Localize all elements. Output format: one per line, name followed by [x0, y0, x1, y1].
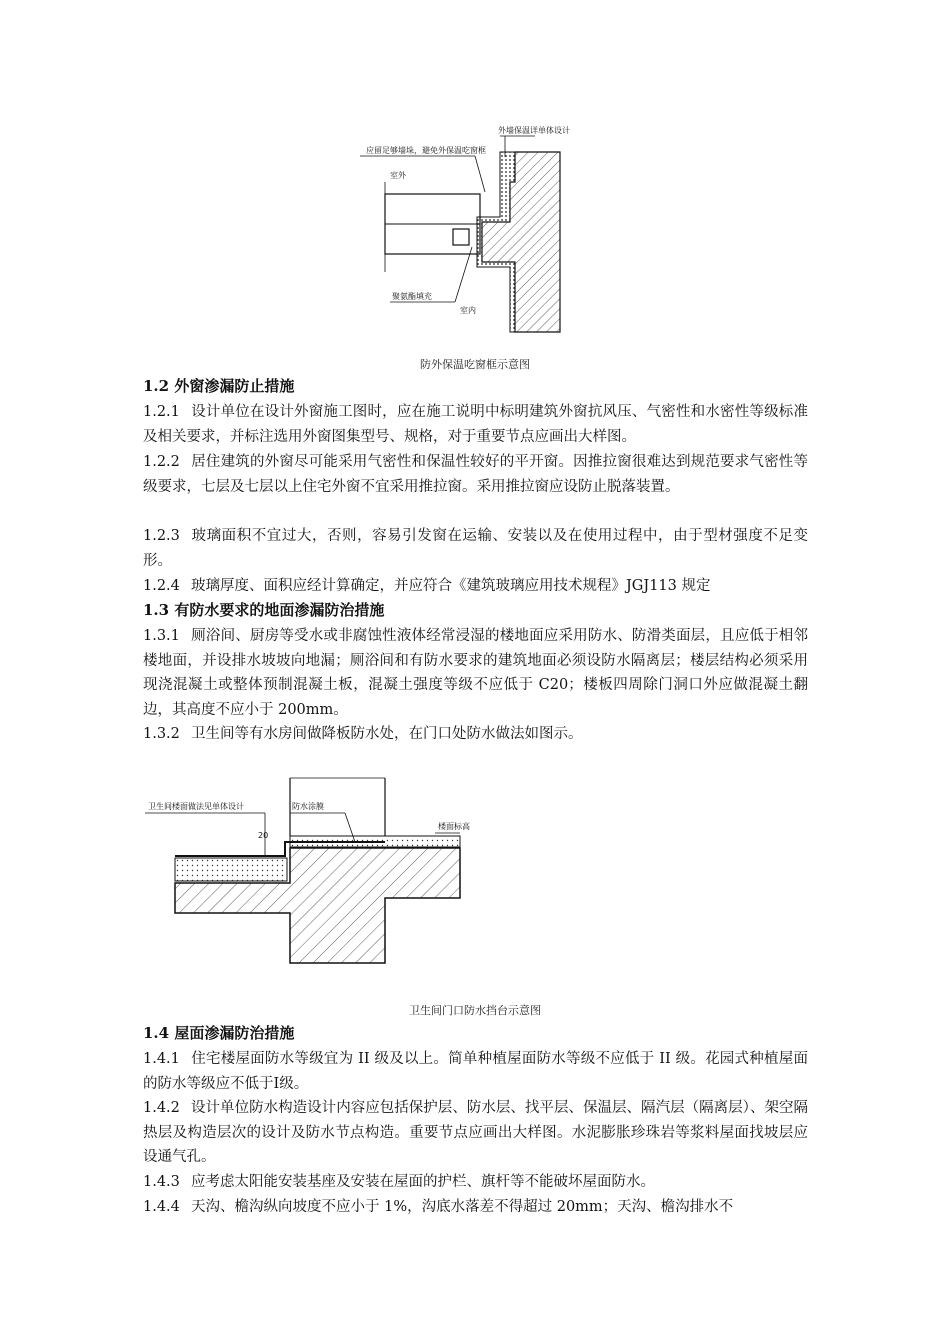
window-sash [453, 229, 469, 245]
window-insulation-diagram [360, 122, 590, 337]
paragraph: 1.2.2 居住建筑的外窗尽可能采用气密性和保温性较好的平开窗。因推拉窗很难达到规范要求气密性等级要求，七层及七层以上住宅外窗不宜采用推拉窗。采用推拉窗应设防止脱落装置。 [143, 454, 808, 495]
paragraph: 1.2.1 设计单位在设计外窗施工图时，应在施工说明中标明建筑外窗抗风压、气密性和水密性等级标准及相关要求，并标注选用外窗图集型号、规格，对于重要节点应画出大样图。 [143, 404, 808, 445]
label-outside: 室外 [390, 171, 406, 180]
paragraph: 1.3.1 厕浴间、厨房等受水或非腐蚀性液体经常浸湿的楼地面应采用防水、防滑类面层，且应低于相邻楼地面，并设排水坡坡向地漏；厕浴间和有防水要求的建筑地面必须设防水隔离层；楼层结构必须采用现浇混凝土或整体预制混凝土板，混凝土强度等级不应低于 C20；楼板四周除门洞口外应做混凝土翻边，其高度不应小于 200mm。 [143, 628, 808, 718]
paragraph: 1.4.3 应考虑太阳能安装基座及安装在屋面的护栏、旗杆等不能破坏屋面防水。 [143, 1174, 655, 1190]
paragraph: 1.4.2 设计单位防水构造设计内容应包括保护层、防水层、找平层、保温层、隔汽层（隔离层）、架空隔热层及构造层次的设计及防水节点构造。重要节点应画出大样图。水泥膨胀珍珠岩等浆料屋面找坡层应设通气孔。 [143, 1100, 808, 1165]
section-heading: 1.4 屋面渗漏防治措施 [143, 1024, 295, 1042]
paragraph: 1.4.1 住宅楼屋面防水等级宜为 II 级及以上。简单种植屋面防水等级不应低于 II 级。花园式种植屋面的防水等级应不低于Ⅰ级。 [143, 1051, 808, 1092]
concrete-wall [482, 152, 560, 332]
label-elevation: 楼面标高 [438, 822, 470, 831]
paragraph: 1.2.4 玻璃厚度、面积应经计算确定，并应符合《建筑玻璃应用技术规程》JGJ113 规定 [143, 578, 711, 594]
paragraph: 1.4.4 天沟、檐沟纵向坡度不应小于 1%，沟底水落差不得超过 20mm；天沟、檐沟排水不 [143, 1199, 734, 1215]
fill-layer [175, 858, 287, 881]
label-foam: 聚氨酯填充 [392, 292, 432, 301]
figure-1-caption: 防外保温吃窗框示意图 [420, 358, 530, 371]
bathroom-curb-diagram [140, 768, 470, 973]
paragraph: 1.2.3 玻璃面积不宜过大，否则，容易引发窗在运输、安装以及在使用过程中，由于型材强度不足变形。 [143, 528, 808, 569]
label-floor-design: 卫生间楼面做法见单体设计 [148, 802, 244, 811]
label-inside: 室内 [460, 306, 476, 315]
figure-2-caption: 卫生间门口防水挡台示意图 [409, 1004, 541, 1017]
label-top-left: 应留足够墙垛，避免外保温吃窗框 [366, 146, 486, 155]
paragraph: 1.3.2 卫生间等有水房间做降板防水处，在门口处防水做法如图示。 [143, 726, 583, 742]
label-coating: 防水涂膜 [292, 802, 324, 811]
label-dim: 20 [258, 831, 269, 840]
section-heading: 1.2 外窗渗漏防止措施 [143, 377, 295, 395]
label-top-right: 外墙保温详单体设计 [498, 126, 570, 135]
section-heading: 1.3 有防水要求的地面渗漏防治措施 [143, 601, 385, 619]
